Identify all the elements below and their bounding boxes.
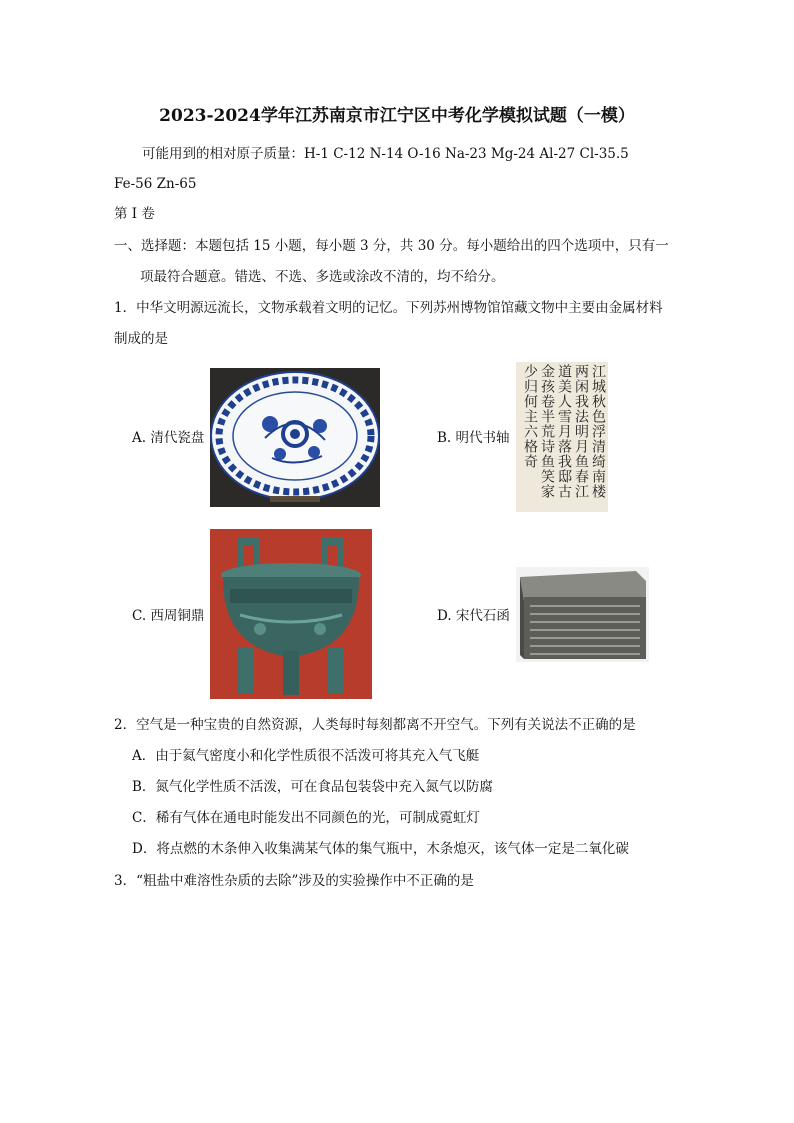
q1-option-a-label: A. 清代瓷盘 bbox=[132, 430, 205, 446]
q2-option-a: A．由于氦气密度小和化学性质很不活泼可将其充入气飞艇 bbox=[132, 748, 480, 764]
q1-stem-line2: 制成的是 bbox=[114, 331, 168, 347]
q1-option-c-label: C. 西周铜鼎 bbox=[132, 608, 205, 624]
porcelain-plate-icon bbox=[210, 368, 380, 507]
q1-option-b-label: B. 明代书轴 bbox=[437, 430, 510, 446]
porcelain-plate-image bbox=[210, 368, 380, 507]
q2-option-c: C．稀有气体在通电时能发出不同颜色的光，可制成霓虹灯 bbox=[132, 810, 480, 826]
page-title: 2023-2024学年江苏南京市江宁区中考化学模拟试题（一模） bbox=[159, 106, 635, 126]
atomic-masses-line2: Fe-56 Zn-65 bbox=[114, 176, 197, 192]
section1-instructions-line2: 项最符合题意。错选、不选、多选或涂改不清的，均不给分。 bbox=[140, 269, 505, 285]
q1-stem-line1: 1．中华文明源远流长，文物承载着文明的记忆。下列苏州博物馆馆藏文物中主要由金属材料 bbox=[114, 300, 663, 316]
q2-option-b: B．氮气化学性质不活泼，可在食品包装袋中充入氮气以防腐 bbox=[132, 779, 493, 795]
stone-box-icon bbox=[516, 567, 649, 662]
q1-option-d-label: D. 宋代石函 bbox=[437, 608, 510, 624]
atomic-masses-line1: 可能用到的相对原子质量：H-1 C-12 N-14 O-16 Na-23 Mg-24 Al-27 Cl-35.5 bbox=[142, 146, 629, 162]
q3-stem: 3．“粗盐中难溶性杂质的去除”涉及的实验操作中不正确的是 bbox=[114, 873, 474, 889]
volume-label: 第 I 卷 bbox=[114, 206, 155, 222]
q2-stem: 2．空气是一种宝贵的自然资源，人类每时每刻都离不开空气。下列有关说法不正确的是 bbox=[114, 717, 636, 733]
calligraphy-text: 江城秋色浮清绮南楼两闲我法明月鱼春江道美人雪月落我邸古金孩卷半荒诗鱼笑家少归何主六格奇 bbox=[522, 364, 606, 499]
section1-instructions-line1: 一、选择题：本题包括 15 小题，每小题 3 分，共 30 分。每小题给出的四个选项中，只有一 bbox=[114, 238, 669, 254]
stone-box-image bbox=[516, 567, 649, 662]
calligraphy-scroll-image bbox=[516, 362, 608, 512]
q2-option-d: D．将点燃的木条伸入收集满某气体的集气瓶中，木条熄灭，该气体一定是二氧化碳 bbox=[132, 841, 629, 857]
bronze-ding-icon bbox=[210, 529, 372, 699]
bronze-ding-image bbox=[210, 529, 372, 699]
